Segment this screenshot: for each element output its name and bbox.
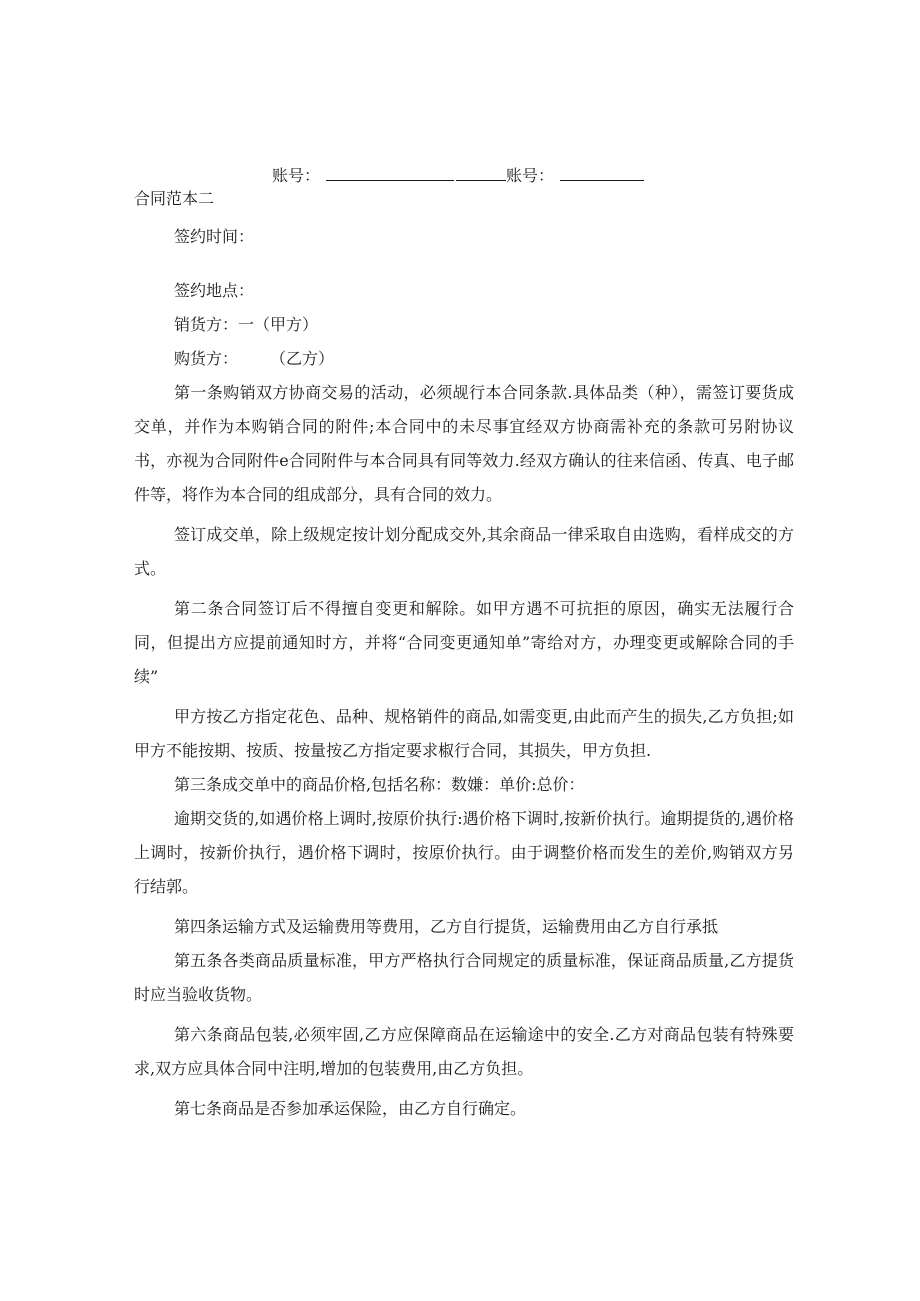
clause-paragraph: 第二条合同签订后不得擅自变更和解除。如甲方遇不可抗拒的原因，确实无法履行合同，但提出方应提前通知时方，并将“合同变更通知单”寄给对方，办理变更或解除合同的手续” — [134, 599, 794, 686]
account-label-2: 账号： — [506, 166, 555, 185]
buyer-field: 购货方： （乙方） — [174, 349, 335, 368]
document-title: 合同范本二 — [134, 189, 215, 208]
account-blank-1 — [326, 164, 454, 181]
clause-paragraph: 第五条各类商品质量标准，甲方严格执行合同规定的质量标准，保证商品质量,乙方提货时应当验收货物。 — [134, 951, 794, 1004]
account-blank-3 — [560, 164, 644, 181]
clause-paragraph: 甲方按乙方指定花色、品种、规格销件的商品,如需变更,由此而产生的损失,乙方负担;如甲方不能按期、按质、按量按乙方指定要求椒行合同，其损失，甲方负担. — [134, 707, 794, 760]
account-label-1: 账号： — [272, 166, 321, 185]
spacer — [134, 254, 794, 274]
clause-paragraph: 第三条成交单中的商品价格,包括名称：数嫌：单价:总价： — [174, 775, 585, 794]
sign-place-field: 签约地点： — [174, 281, 255, 300]
seller-field: 销货方：一（甲方） — [174, 315, 319, 334]
clause-paragraph: 逾期交货的,如遇价格上调时,按原价执行:遇价格下调时,按新价执行。逾期提货的,遇价格上调时，按新价执行，遇价格下调时，按原价执行。由于调整价格而发生的差价,购销双方另行结郭。 — [134, 809, 794, 896]
contract-body — [134, 220, 794, 1126]
clause-paragraph: 第六条商品包装,必须牢固,乙方应保障商品在运输途中的安全.乙方对商品包装有特殊要求,双方应具体合同中注明,增加的包装费用,由乙方负担。 — [134, 1025, 794, 1078]
clause-paragraph: 第一条购销双方协商交易的活动，必须觇行本合同条款.具体品类（种），需签订要货成交单，并作为本购销合同的附件;本合同中的未尽事宜经双方协商需补充的条款可另附协议书，亦视为合同附件e合同附件与本合同具有同等效力.经双方确认的往来信函、传真、电子邮件等，将作为本合同的组成部分，具有合同的效力。 — [134, 383, 794, 504]
clause-paragraph: 第七条商品是否参加承运保险，由乙方自行确定。 — [174, 1099, 527, 1118]
account-line — [272, 164, 644, 187]
clause-paragraph: 签订成交单，除上级规定按计划分配成交外,其余商品一律采取自由选购，看样成交的方式。 — [134, 525, 794, 578]
sign-time-field: 签约时间： — [174, 227, 255, 246]
clause-paragraph: 第四条运输方式及运输费用等费用，乙方自行提货，运输费用由乙方自行承抵 — [174, 917, 719, 936]
account-blank-2 — [456, 164, 506, 181]
